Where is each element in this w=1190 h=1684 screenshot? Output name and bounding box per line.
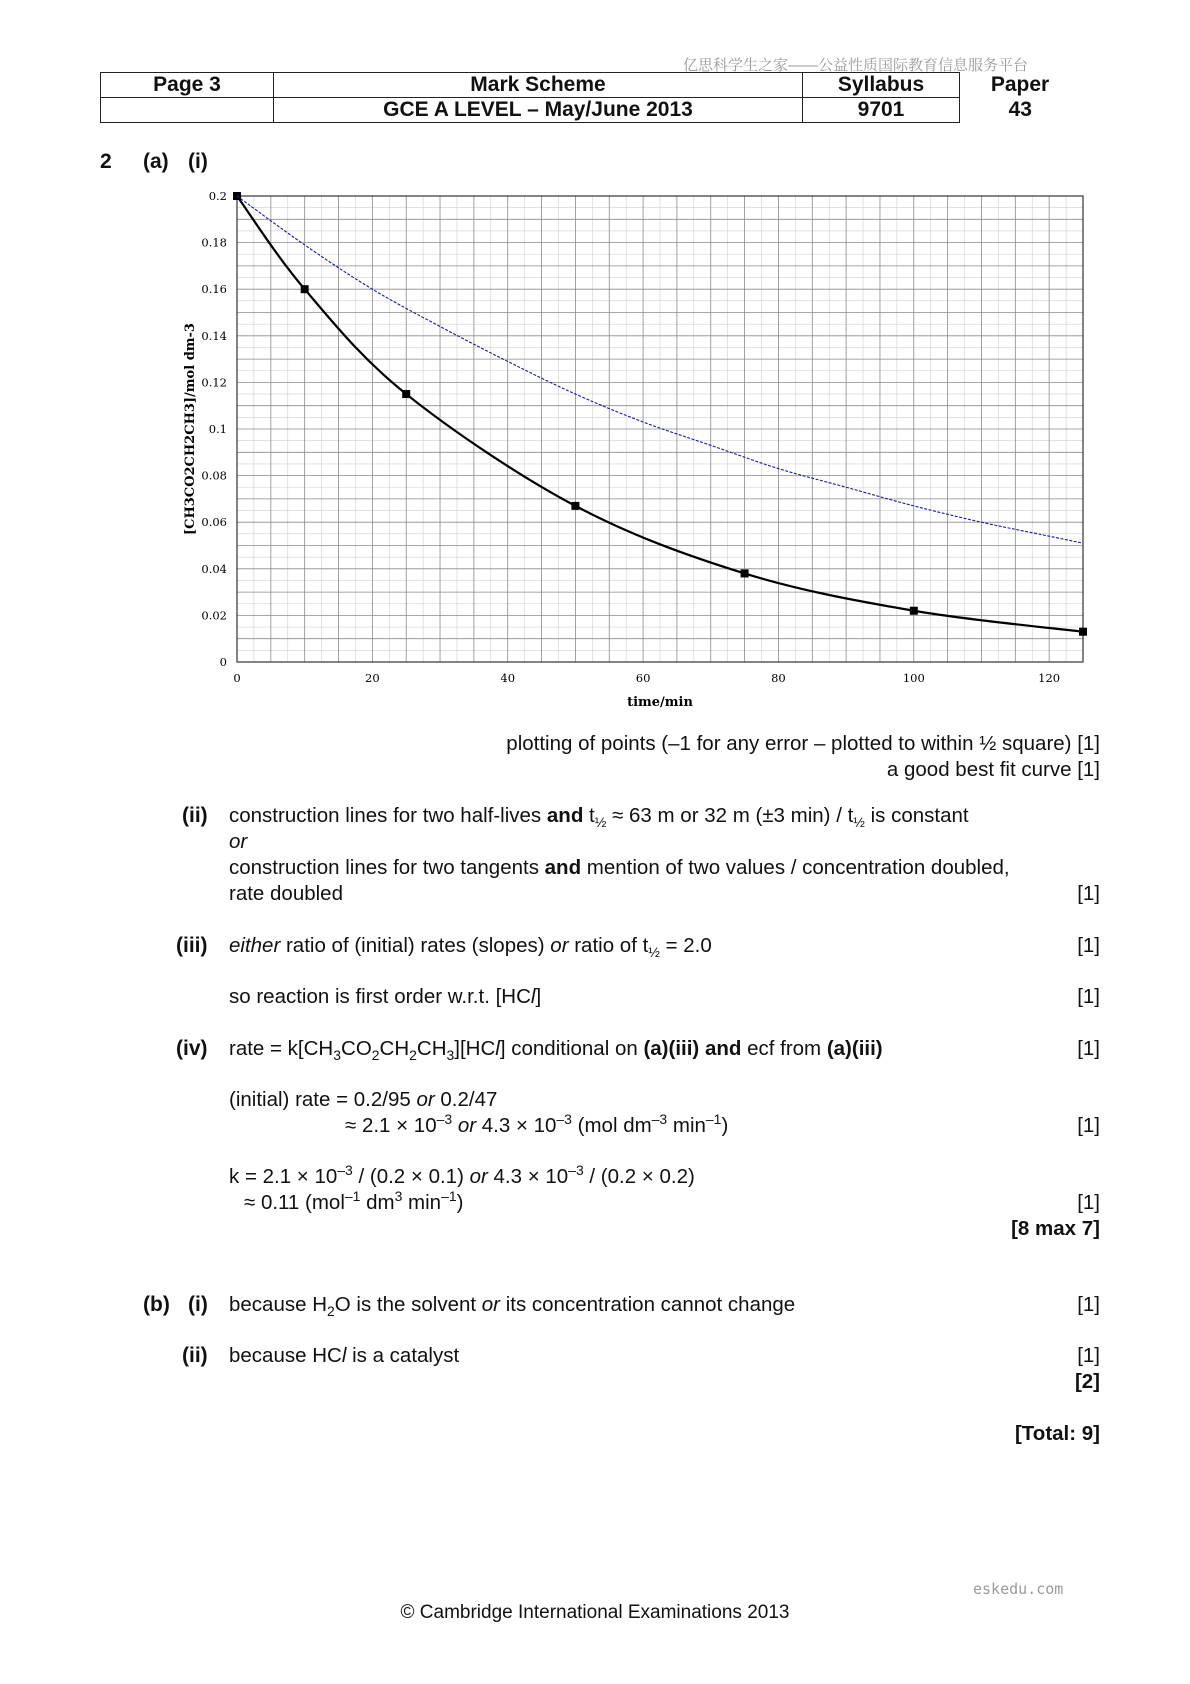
y-tick-label: 0.12 (201, 375, 227, 390)
header-title: Mark Scheme (274, 73, 803, 98)
superscript: –3 (436, 1111, 453, 1128)
text-italic: or (550, 934, 569, 957)
text-italic: l (341, 1344, 347, 1367)
superscript: –1 (705, 1111, 722, 1128)
text: / (0.2 × 0.2) (583, 1165, 695, 1188)
header-syllabus-value: 9701 (803, 98, 960, 123)
text: ≈ 63 m or 32 m (±3 min) / t (606, 804, 854, 827)
a-ii-mark: [1] (1077, 882, 1100, 905)
a-iv-rate-line1 (229, 1088, 497, 1112)
text: rate = k[CH (229, 1037, 334, 1060)
text: its concentration cannot change (500, 1293, 796, 1316)
text: construction lines for two tangents (229, 856, 545, 879)
b-ii-text (229, 1344, 459, 1368)
data-point-marker (741, 569, 749, 577)
a-iv-mark1: [1] (1077, 1037, 1100, 1060)
chart-x-tick-labels (233, 671, 1060, 685)
b-ii-label: (ii) (182, 1344, 208, 1367)
text: ecf from (741, 1037, 827, 1060)
text-bold: (a)(iii) and (643, 1037, 742, 1060)
y-tick-label: 0 (219, 655, 227, 669)
header-paper-value: 43 (1008, 98, 1032, 121)
text-italic: or (457, 1114, 477, 1137)
text: ) (456, 1191, 464, 1214)
a-iv-rate-equation (229, 1037, 883, 1064)
a-ii-line1 (229, 804, 969, 831)
subscript: 2 (409, 1047, 417, 1064)
text: is constant (864, 804, 969, 827)
footer-copyright: © Cambridge International Examinations 2013 (400, 1602, 790, 1623)
data-point-marker (571, 502, 579, 510)
text: ] conditional on (499, 1037, 644, 1060)
text: CO (341, 1037, 372, 1060)
text-bold: and (546, 804, 584, 827)
superscript: –1 (344, 1188, 361, 1205)
chart-x-axis-label: time/min (627, 695, 693, 710)
subscript: 2 (327, 1303, 335, 1320)
text: ] (535, 985, 542, 1008)
y-tick-label: 0.06 (201, 515, 227, 530)
text: dm (360, 1191, 395, 1214)
text: construction lines for two half-lives (229, 804, 547, 827)
text: = 2.0 (659, 934, 712, 957)
question-number: 2 (100, 150, 112, 173)
y-tick-label: 0.18 (201, 235, 227, 250)
text: 4.3 × 10 (476, 1114, 557, 1137)
text: ≈ 2.1 × 10 (345, 1114, 437, 1137)
y-tick-label: 0.16 (201, 282, 227, 297)
superscript: –3 (337, 1162, 353, 1179)
text: is a catalyst (346, 1344, 460, 1367)
text-italic: or (469, 1165, 488, 1188)
superscript: –3 (568, 1162, 584, 1179)
text: t (583, 804, 595, 827)
text: ratio of t (568, 934, 649, 957)
a-iv-k-line2 (244, 1188, 464, 1215)
a-iii-line1 (229, 934, 712, 961)
text: min (402, 1191, 442, 1214)
chart-y-axis-label: [CH3CO2CH2CH3]/mol dm-3 (183, 323, 198, 535)
text: because HC (229, 1344, 342, 1367)
header-syllabus-label: Syllabus (803, 73, 960, 98)
x-tick-label: 40 (500, 671, 516, 685)
b-ii-mark: [1] (1077, 1344, 1100, 1367)
text: 0.2/47 (434, 1088, 498, 1111)
text: because H (229, 1293, 328, 1316)
x-tick-label: 100 (902, 671, 925, 685)
a-iv-k-line1 (229, 1162, 695, 1189)
text-italic: or (481, 1293, 500, 1316)
a-iv-label: (iv) (176, 1037, 208, 1060)
y-tick-label: 0.08 (201, 468, 227, 483)
x-tick-label: 120 (1038, 671, 1061, 685)
data-point-marker (1079, 628, 1087, 636)
subscript: 3 (446, 1047, 455, 1064)
subscript-half: ½ (648, 944, 660, 961)
subscript: 2 (371, 1047, 380, 1064)
concentration-time-chart (180, 180, 1100, 720)
part-a-label: (a) (143, 150, 169, 173)
a-iv-mark3: [1] (1077, 1191, 1100, 1214)
a-ii-label: (ii) (182, 804, 208, 827)
b-i-mark: [1] (1077, 1293, 1100, 1316)
footer-site-watermark: eskedu.com (973, 1580, 1064, 1598)
a-i-line2: a good best fit curve [1] (886, 758, 1100, 781)
y-tick-label: 0.2 (208, 189, 227, 203)
text: CH (379, 1037, 410, 1060)
a-ii-line3: rate doubled (229, 882, 343, 905)
part-b-total: [2] (1074, 1370, 1100, 1393)
text: ratio of (initial) rates (slopes) (280, 934, 551, 957)
data-point-marker (910, 607, 918, 615)
x-tick-label: 60 (635, 671, 651, 685)
a-ii-line2 (229, 856, 1010, 880)
a-iii-mark1: [1] (1077, 934, 1100, 957)
y-tick-label: 0.02 (201, 608, 227, 623)
text: / (0.2 × 0.1) (352, 1165, 470, 1188)
data-point-marker (402, 390, 410, 398)
superscript: –1 (441, 1188, 457, 1205)
text-italic: either (229, 934, 281, 957)
b-i-label: (i) (188, 1293, 208, 1316)
text: (initial) rate = 0.2/95 (229, 1088, 417, 1111)
x-tick-label: 20 (365, 671, 380, 685)
x-tick-label: 0 (233, 671, 241, 685)
header-page: Page 3 (101, 73, 274, 98)
grand-total: [Total: 9] (1014, 1422, 1100, 1445)
header-subtitle: GCE A LEVEL – May/June 2013 (274, 98, 803, 123)
y-tick-label: 0.14 (201, 328, 227, 343)
text: mention of two values / concentration doubled, (581, 856, 1010, 879)
a-iii-line2 (229, 985, 541, 1009)
header-paper-label: Paper (990, 73, 1050, 96)
text: (mol dm (571, 1114, 652, 1137)
text-bold: and (544, 856, 582, 879)
part-a-total: [8 max 7] (1011, 1217, 1100, 1240)
chart-grid-major (237, 196, 1083, 662)
superscript: –3 (556, 1111, 572, 1128)
subscript-half: ½ (594, 814, 607, 831)
text: ) (721, 1114, 729, 1137)
text: CH (416, 1037, 447, 1060)
text: O is the solvent (334, 1293, 482, 1316)
subscript-half: ½ (853, 814, 865, 831)
header-table (100, 72, 1081, 123)
a-iii-mark2: [1] (1077, 985, 1100, 1008)
a-iv-rate-line2 (345, 1111, 729, 1138)
a-ii-or: or (229, 830, 248, 853)
text: 4.3 × 10 (487, 1165, 569, 1188)
header-empty-cell (101, 98, 274, 123)
y-tick-label: 0.04 (201, 561, 227, 576)
y-tick-label: 0.1 (208, 422, 227, 436)
part-b-label: (b) (143, 1293, 170, 1316)
text-italic: l (495, 1037, 500, 1060)
text: min (667, 1114, 706, 1137)
text-italic: or (416, 1088, 435, 1111)
b-i-text (229, 1293, 796, 1320)
chart-y-tick-labels (201, 189, 227, 669)
watermark-text: 亿思科学生之家——公益性质国际教育信息服务平台 (683, 57, 1029, 74)
a-iv-mark2: [1] (1077, 1114, 1100, 1137)
a-i-line1: plotting of points (–1 for any error – plotted to within ½ square) [1] (506, 732, 1100, 755)
superscript: –3 (651, 1111, 668, 1128)
text: ][HC (454, 1037, 496, 1060)
sub-i-label: (i) (188, 150, 208, 173)
data-point-marker (301, 285, 309, 293)
text: k = 2.1 × 10 (229, 1165, 338, 1188)
subscript: 3 (333, 1047, 342, 1064)
text: ≈ 0.11 (mol (244, 1191, 345, 1214)
text-italic: l (530, 985, 536, 1008)
text: so reaction is first order w.r.t. [HC (229, 985, 531, 1008)
x-tick-label: 80 (771, 671, 786, 685)
superscript: 3 (394, 1188, 403, 1205)
a-iii-label: (iii) (176, 934, 208, 957)
text-bold: (a)(iii) (826, 1037, 883, 1060)
